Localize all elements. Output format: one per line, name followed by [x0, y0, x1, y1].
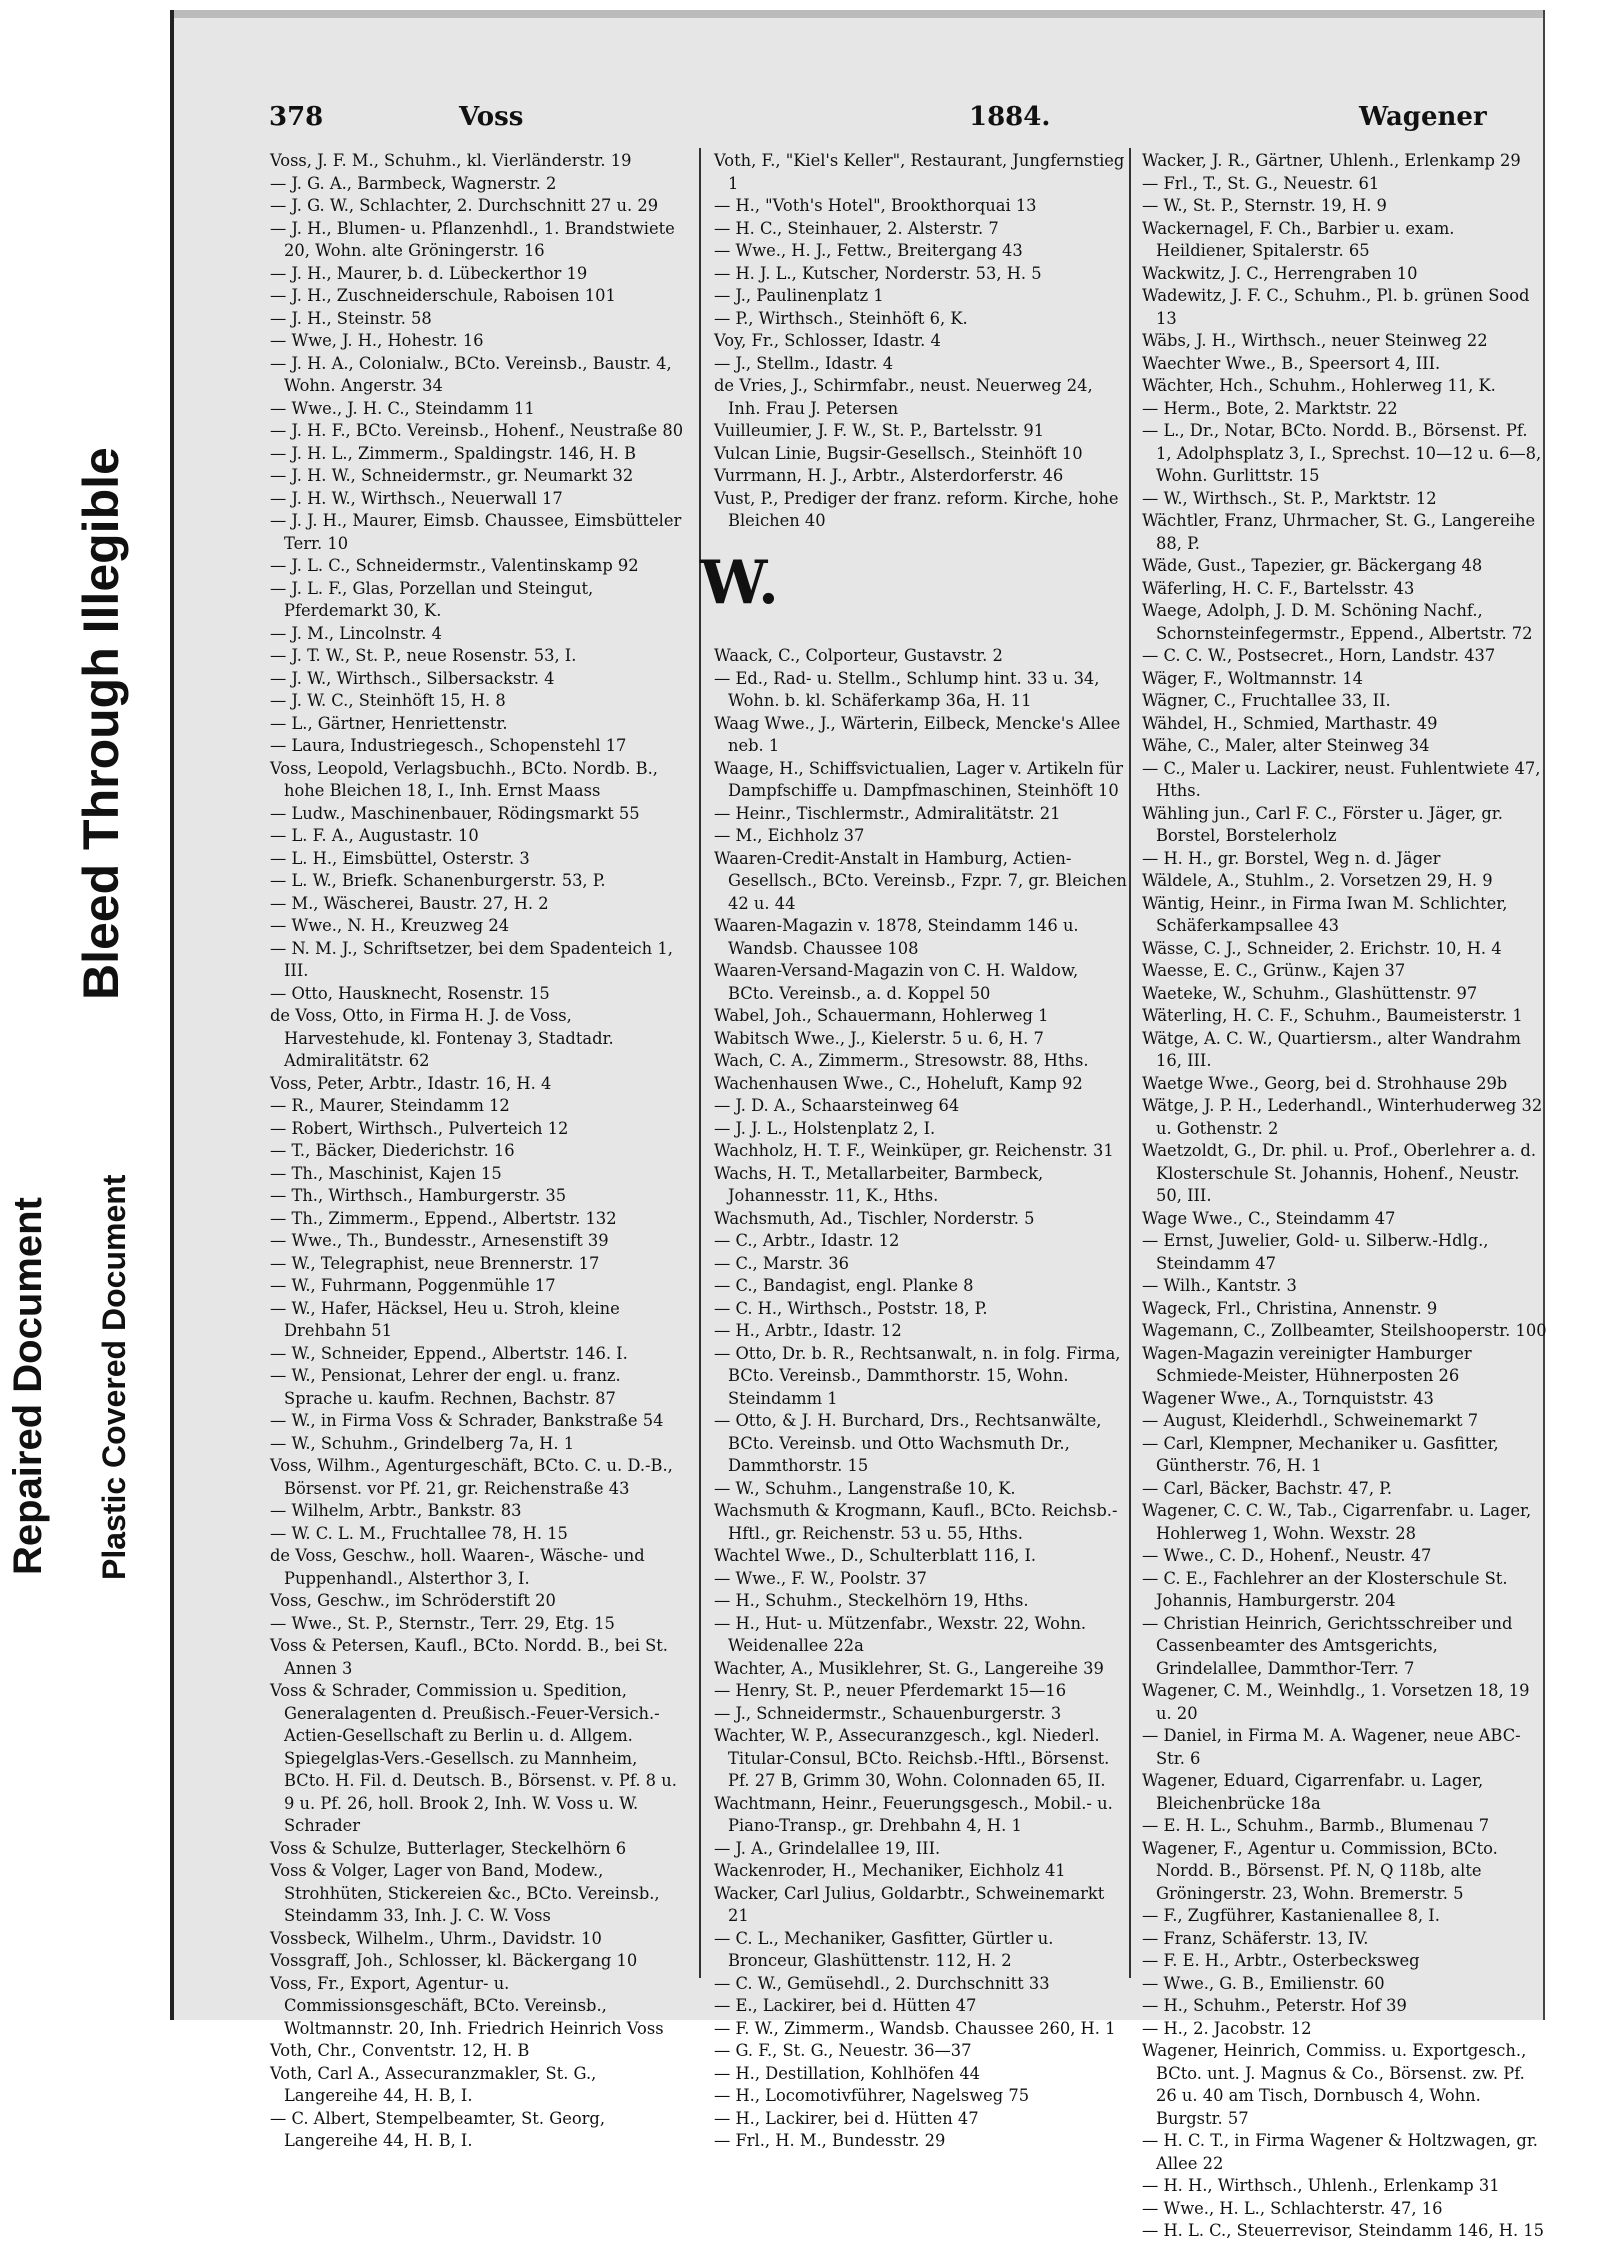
directory-entry: — W. C. L. M., Fruchtallee 78, H. 15 — [270, 1523, 568, 1543]
directory-entry: — J. J. L., Holstenplatz 2, I. — [714, 1118, 936, 1138]
directory-entry: — J. H., Steinstr. 58 — [270, 308, 432, 328]
directory-entry: — Frl., H. M., Bundesstr. 29 — [714, 2131, 946, 2150]
directory-entry: — Christian Heinrich, Gerichtsschreiber und Cassenbeamter des Amtsgerichts, Grindelallee, Dammthor-Terr. 7 — [1142, 1613, 1513, 1678]
directory-entry: Wäferling, H. C. F., Bartelsstr. 43 — [1142, 578, 1415, 598]
directory-entry: Wackenroder, H., Mechaniker, Eichholz 41 — [714, 1861, 1066, 1880]
directory-entry: Wage Wwe., C., Steindamm 47 — [1142, 1208, 1396, 1228]
directory-entry: Wähe, C., Maler, alter Steinweg 34 — [1142, 736, 1430, 755]
directory-entry: Wackernagel, F. Ch., Barbier u. exam. Heildiener, Spitalerstr. 65 — [1142, 218, 1455, 260]
directory-entry: Voss, J. F. M., Schuhm., kl. Vierländerstr. 19 — [270, 151, 632, 170]
directory-entry: — J. G. W., Schlachter, 2. Durchschnitt 27 u. 29 — [270, 196, 659, 215]
directory-entry: Wachsmuth, Ad., Tischler, Norderstr. 5 — [714, 1208, 1035, 1228]
directory-entry: — F., Zugführer, Kastanienallee 8, I. — [1142, 1906, 1440, 1925]
directory-entry: Wachtmann, Heinr., Feuerungsgesch., Mobil.- u. Piano-Transp., gr. Drehbahn 4, H. 1 — [714, 1793, 1113, 1835]
directory-entry: — C., Maler u. Lackirer, neust. Fuhlentwiete 47, Hths. — [1142, 758, 1541, 800]
directory-entry: — Wwe., C. D., Hohenf., Neustr. 47 — [1142, 1546, 1432, 1565]
directory-entry: — W., St. P., Sternstr. 19, H. 9 — [1142, 196, 1387, 215]
directory-entry: — Herm., Bote, 2. Marktstr. 22 — [1142, 398, 1398, 418]
page-top-edge — [174, 10, 1543, 18]
directory-entry: — H. J. L., Kutscher, Norderstr. 53, H. 5 — [714, 263, 1042, 283]
directory-entry: Wäldele, A., Stuhlm., 2. Vorsetzen 29, H. 9 — [1142, 871, 1493, 890]
directory-entry: Wagener, C. C. W., Tab., Cigarrenfabr. u. Lager, Hohlerweg 1, Wohn. Wexstr. 28 — [1142, 1501, 1532, 1543]
directory-entry: — Wwe., N. H., Kreuzweg 24 — [270, 916, 510, 935]
directory-entry: — L. W., Briefk. Schanenburgerstr. 53, P. — [270, 871, 606, 890]
directory-entry: — F. E. H., Arbtr., Osterbecksweg — [1142, 1951, 1420, 1970]
directory-entry: — Otto, Hausknecht, Rosenstr. 15 — [270, 983, 550, 1003]
directory-entry: — C. C. W., Postsecret., Horn, Landstr. 437 — [1142, 646, 1496, 665]
directory-entry: Voss & Schrader, Commission u. Spedition, Generalagenten d. Preußisch.-Feuer-Versich.-Actien-Gesellschaft zu Berlin u. d. Allgem. Spiegelglas-Vers.-Gesellsch. zu Mannheim, BCto. H. Fil. d. Deutsch. B., Börsenst. v. Pf. 8 u. 9 u. Pf. 26, holl. Brook 2, Inh. W. Voss u. W. Schrader — [270, 1681, 677, 1835]
directory-entry: — H., "Voth's Hotel", Brookthorquai 13 — [714, 196, 1037, 215]
directory-entry: — E. H. L., Schuhm., Barmb., Blumenau 7 — [1142, 1816, 1490, 1835]
directory-entry: — W., Schneider, Eppend., Albertstr. 146. I. — [270, 1343, 628, 1363]
directory-entry: — J. D. A., Schaarsteinweg 64 — [714, 1096, 960, 1115]
directory-entry: Wachsmuth & Krogmann, Kaufl., BCto. Reichsb.-Hftl., gr. Reichenstr. 53 u. 55, Hths. — [714, 1501, 1118, 1543]
directory-entry: Vuilleumier, J. F. W., St. P., Bartelsstr. 91 — [714, 421, 1045, 440]
directory-entry: — H., 2. Jacobstr. 12 — [1142, 2018, 1312, 2038]
directory-entry: Wätge, J. P. H., Lederhandl., Winterhuderweg 32 u. Gothenstr. 2 — [1142, 1096, 1543, 1138]
directory-entry: Wagener Wwe., A., Tornquiststr. 43 — [1142, 1388, 1434, 1408]
directory-entry: Wäntig, Heinr., in Firma Iwan M. Schlichter, Schäferkampsallee 43 — [1142, 893, 1508, 935]
directory-entry: Wächtler, Franz, Uhrmacher, St. G., Langereihe 88, P. — [1142, 511, 1536, 553]
directory-entry: Waag Wwe., J., Wärterin, Eilbeck, Mencke's Allee neb. 1 — [714, 713, 1121, 755]
directory-entry: — W., Fuhrmann, Poggenmühle 17 — [270, 1276, 556, 1295]
directory-entry: — H., Schuhm., Steckelhörn 19, Hths. — [714, 1591, 1029, 1610]
directory-entry: — Wwe., St. P., Sternstr., Terr. 29, Etg. 15 — [270, 1613, 615, 1633]
directory-entry: — J. H. W., Wirthsch., Neuerwall 17 — [270, 488, 563, 508]
directory-entry: — M., Wäscherei, Baustr. 27, H. 2 — [270, 893, 549, 913]
directory-entry: Waage, H., Schiffsvictualien, Lager v. Artikeln für Dampfschiffe u. Dampfmaschinen, Steinhöft 10 — [714, 758, 1124, 800]
directory-entry: de Voss, Otto, in Firma H. J. de Voss, Harvestehude, kl. Fontenay 3, Stadtadr. Admiralitätstr. 62 — [270, 1006, 614, 1070]
directory-entry: — L., Gärtner, Henriettenstr. — [270, 713, 508, 733]
header-year: 1884. — [969, 102, 1051, 132]
directory-entry: — Wwe., Th., Bundesstr., Arnesenstift 39 — [270, 1231, 609, 1250]
directory-entry: — J. H., Maurer, b. d. Lübeckerthor 19 — [270, 263, 588, 283]
directory-entry: Voth, F., "Kiel's Keller", Restaurant, Jungfernstieg 1 — [714, 151, 1125, 193]
directory-entry: Wagener, Eduard, Cigarrenfabr. u. Lager, Bleichenbrücke 18a — [1142, 1771, 1484, 1813]
directory-entry: Wabel, Joh., Schauermann, Hohlerweg 1 — [714, 1006, 1049, 1025]
directory-entry: Waaren-Credit-Anstalt in Hamburg, Actien-Gesellsch., BCto. Vereinsb., Fzpr. 7, gr. Bleichen 42 u. 44 — [714, 848, 1127, 913]
directory-entry: Wächter, Hch., Schuhm., Hohlerweg 11, K. — [1142, 376, 1496, 395]
directory-entry: Wageck, Frl., Christina, Annenstr. 9 — [1142, 1298, 1438, 1318]
directory-entry: Vust, P., Prediger der franz. reform. Kirche, hohe Bleichen 40 — [714, 488, 1119, 530]
directory-entry: Wabitsch Wwe., J., Kielerstr. 5 u. 6, H. 7 — [714, 1028, 1044, 1048]
directory-entry: Vossgraff, Joh., Schlosser, kl. Bäckergang 10 — [270, 1951, 638, 1970]
directory-entry: Voss, Leopold, Verlagsbuchh., BCto. Nordb. B., hohe Bleichen 18, I., Inh. Ernst Maass — [270, 758, 658, 800]
directory-entry: — N. M. J., Schriftsetzer, bei dem Spadenteich 1, III. — [270, 938, 673, 980]
directory-entry: de Voss, Geschw., holl. Waaren-, Wäsche- und Puppenhandl., Alsterthor 3, I. — [270, 1546, 645, 1588]
section-letter: W. — [700, 548, 779, 618]
header-right-keyword: Wagener — [1359, 102, 1487, 132]
directory-entry: — Henry, St. P., neuer Pferdemarkt 15—16 — [714, 1681, 1067, 1700]
directory-entry: Waege, Adolph, J. D. M. Schöning Nachf., Schornsteinfegermstr., Eppend., Albertstr. 72 — [1142, 601, 1533, 643]
directory-entry: — Wwe., G. B., Emilienstr. 60 — [1142, 1973, 1385, 1993]
directory-entry: — Wwe., F. W., Poolstr. 37 — [714, 1568, 927, 1588]
directory-entry: — Th., Maschinist, Kajen 15 — [270, 1163, 502, 1183]
directory-entry: — C. Albert, Stempelbeamter, St. Georg, Langereihe 44, H. B, I. — [270, 2108, 606, 2150]
directory-entry: Waack, C., Colporteur, Gustavstr. 2 — [714, 646, 1003, 665]
directory-entry: Wäterling, H. C. F., Schuhm., Baumeisterstr. 1 — [1142, 1006, 1523, 1025]
repaired-document-label: Repaired Document — [6, 1197, 50, 1575]
directory-entry: — Ludw., Maschinenbauer, Rödingsmarkt 55 — [270, 803, 640, 823]
directory-entry: Wähdel, H., Schmied, Marthastr. 49 — [1142, 713, 1438, 733]
directory-entry: — J. W., Wirthsch., Silbersackstr. 4 — [270, 668, 555, 688]
directory-entry: — T., Bäcker, Diederichstr. 16 — [270, 1141, 515, 1160]
directory-entry: — H., Locomotivführer, Nagelsweg 75 — [714, 2086, 1030, 2105]
directory-entry: — J. H., Zuschneiderschule, Raboisen 101 — [270, 286, 616, 305]
directory-entry: — Ed., Rad- u. Stellm., Schlump hint. 33 u. 34, Wohn. b. kl. Schäferkamp 36a, H. 11 — [714, 668, 1100, 710]
column-divider — [699, 148, 701, 1978]
directory-entry: — L. H., Eimsbüttel, Osterstr. 3 — [270, 848, 530, 868]
directory-entry: — Ernst, Juwelier, Gold- u. Silberw.-Hdlg., Steindamm 47 — [1142, 1231, 1489, 1273]
directory-entry: — Daniel, in Firma M. A. Wagener, neue ABC-Str. 6 — [1142, 1726, 1521, 1768]
directory-entry: — C. E., Fachlehrer an der Klosterschule St. Johannis, Hamburgerstr. 204 — [1142, 1568, 1508, 1610]
directory-entry: — J. A., Grindelallee 19, III. — [714, 1838, 941, 1858]
directory-entry: — Wwe, J. H., Hohestr. 16 — [270, 331, 484, 350]
directory-entry: — W., Pensionat, Lehrer der engl. u. franz. Sprache u. kaufm. Rechnen, Bachstr. 87 — [270, 1366, 621, 1408]
directory-entry: Wachtel Wwe., D., Schulterblatt 116, I. — [714, 1546, 1037, 1565]
directory-entry: — W., in Firma Voss & Schrader, Bankstraße 54 — [270, 1411, 664, 1430]
directory-entry: Waechter Wwe., B., Speersort 4, III. — [1142, 353, 1441, 373]
directory-entry: — Carl, Bäcker, Bachstr. 47, P. — [1142, 1478, 1393, 1498]
directory-entry: Wacker, J. R., Gärtner, Uhlenh., Erlenkamp 29 — [1142, 151, 1521, 170]
directory-entry: Wagemann, C., Zollbeamter, Steilshooperstr. 100 — [1142, 1321, 1547, 1340]
directory-entry: — H. L. C., Steuerrevisor, Steindamm 146, H. 15 — [1142, 2221, 1545, 2240]
directory-entry: — H., Arbtr., Idastr. 12 — [714, 1321, 902, 1340]
directory-entry: — Otto, Dr. b. R., Rechtsanwalt, n. in folg. Firma, BCto. Vereinsb., Dammthorstr. 15, Wohn. Steindamm 1 — [714, 1343, 1121, 1408]
directory-entry: — W., Schuhm., Langenstraße 10, K. — [714, 1478, 1016, 1498]
directory-entry: Waaren-Versand-Magazin von C. H. Waldow, BCto. Vereinsb., a. d. Koppel 50 — [714, 961, 1079, 1003]
directory-entry: de Vries, J., Schirmfabr., neust. Neuerweg 24, Inh. Frau J. Petersen — [714, 376, 1093, 418]
page-header — [269, 102, 1487, 142]
directory-entry: Wagener, Heinrich, Commiss. u. Exportgesch., BCto. unt. J. Magnus & Co., Börsenst. zw. Pf. 26 u. 40 am Tisch, Dornbusch 4, Wohn. Burgstr. 57 — [1142, 2041, 1527, 2128]
directory-entry: — C., Marstr. 36 — [714, 1253, 849, 1273]
directory-column-3 — [1142, 150, 1547, 2240]
directory-entry: Vulcan Linie, Bugsir-Gesellsch., Steinhöft 10 — [714, 443, 1083, 463]
header-left-keyword: Voss — [459, 102, 524, 132]
directory-entry: Voss, Peter, Arbtr., Idastr. 16, H. 4 — [270, 1073, 552, 1093]
directory-entry: — P., Wirthsch., Steinhöft 6, K. — [714, 308, 968, 328]
directory-entry: — C., Arbtr., Idastr. 12 — [714, 1231, 900, 1250]
directory-entry: — Frl., T., St. G., Neuestr. 61 — [1142, 173, 1380, 193]
directory-entry: Wacker, Carl Julius, Goldarbtr., Schweinemarkt 21 — [714, 1883, 1105, 1925]
directory-entry: — L., Dr., Notar, BCto. Nordd. B., Börsenst. Pf. 1, Adolphsplatz 3, I., Sprechst. 10—12 u. 6—8, Wohn. Gurlittstr. 15 — [1142, 421, 1542, 485]
directory-entry: — Th., Wirthsch., Hamburgerstr. 35 — [270, 1186, 567, 1205]
directory-entry: Wagener, F., Agentur u. Commission, BCto. Nordd. B., Börsenst. Pf. N, Q 118b, alte Gröningerstr. 23, Wohn. Bremerstr. 5 — [1142, 1838, 1498, 1903]
directory-entry: — H., Hut- u. Mützenfabr., Wexstr. 22, Wohn. Weidenallee 22a — [714, 1613, 1087, 1655]
directory-entry: Voth, Chr., Conventstr. 12, H. B — [270, 2041, 530, 2060]
directory-entry: — W., Hafer, Häcksel, Heu u. Stroh, kleine Drehbahn 51 — [270, 1298, 620, 1340]
directory-entry: Waetge Wwe., Georg, bei d. Strohhause 29b — [1142, 1073, 1508, 1093]
directory-entry: Wagen-Magazin vereinigter Hamburger Schmiede-Meister, Hühnerposten 26 — [1142, 1343, 1472, 1385]
directory-column-2 — [714, 150, 1129, 2150]
directory-entry: Wadewitz, J. F. C., Schuhm., Pl. b. grünen Sood 13 — [1142, 286, 1530, 328]
directory-entry: — Franz, Schäferstr. 13, IV. — [1142, 1928, 1369, 1948]
directory-entry: — C. W., Gemüsehdl., 2. Durchschnitt 33 — [714, 1973, 1050, 1993]
directory-entry: Voss & Volger, Lager von Band, Modew., Strohhüten, Stickereien &c., BCto. Vereinsb., Steindamm 33, Inh. J. C. W. Voss — [270, 1861, 660, 1925]
directory-entry: Wätge, A. C. W., Quartiersm., alter Wandrahm 16, III. — [1142, 1028, 1521, 1070]
directory-entry: Wach, C. A., Zimmerm., Stresowstr. 88, Hths. — [714, 1051, 1089, 1070]
column-divider — [1129, 148, 1131, 1978]
directory-entry: — Wwe., H. L., Schlachterstr. 47, 16 — [1142, 2198, 1443, 2218]
directory-entry: Voss, Geschw., im Schröderstift 20 — [270, 1591, 556, 1610]
directory-entry: — F. W., Zimmerm., Wandsb. Chaussee 260, H. 1 — [714, 2018, 1116, 2038]
directory-entry: — H., Destillation, Kohlhöfen 44 — [714, 2063, 981, 2083]
directory-page — [170, 10, 1547, 2240]
directory-entry: — W., Schuhm., Grindelberg 7a, H. 1 — [270, 1433, 575, 1453]
directory-entry: — C. H., Wirthsch., Poststr. 18, P. — [714, 1298, 988, 1318]
directory-entry: — Wwe., J. H. C., Steindamm 11 — [270, 398, 535, 418]
directory-entry: Wäbs, J. H., Wirthsch., neuer Steinweg 22 — [1142, 331, 1488, 350]
directory-entry: Wachter, A., Musiklehrer, St. G., Langereihe 39 — [714, 1658, 1104, 1678]
directory-entry: Waesse, E. C., Grünw., Kajen 37 — [1142, 961, 1406, 980]
directory-entry: — J. H. A., Colonialw., BCto. Vereinsb., Baustr. 4, Wohn. Angerstr. 34 — [270, 353, 672, 395]
directory-entry: — L. F. A., Augustastr. 10 — [270, 826, 479, 845]
directory-entry: — H. H., gr. Borstel, Weg n. d. Jäger — [1142, 848, 1441, 868]
directory-entry: Wachholz, H. T. F., Weinküper, gr. Reichenstr. 31 — [714, 1141, 1114, 1160]
directory-entry: — Wilhelm, Arbtr., Bankstr. 83 — [270, 1501, 522, 1520]
directory-entry: Wachter, W. P., Assecuranzgesch., kgl. Niederl. Titular-Consul, BCto. Reichsb.-Hftl., Börsenst. Pf. 27 B, Grimm 30, Wohn. Colonnaden 65, II. — [714, 1726, 1110, 1790]
directory-entry: — J. H. W., Schneidermstr., gr. Neumarkt 32 — [270, 466, 634, 485]
directory-entry: Wäger, F., Woltmannstr. 14 — [1142, 668, 1363, 688]
directory-entry: — J. G. A., Barmbeck, Wagnerstr. 2 — [270, 173, 557, 193]
directory-entry: Vossbeck, Wilhelm., Uhrm., Davidstr. 10 — [270, 1928, 602, 1948]
bleed-through-label: Bleed Through Illegible — [73, 447, 129, 1000]
directory-entry: — E., Lackirer, bei d. Hütten 47 — [714, 1996, 977, 2015]
directory-entry: — J. H. F., BCto. Vereinsb., Hohenf., Neustraße 80 — [270, 421, 684, 440]
directory-entry: — W., Telegraphist, neue Brennerstr. 17 — [270, 1253, 600, 1273]
directory-entry: — J. T. W., St. P., neue Rosenstr. 53, I. — [270, 646, 577, 665]
directory-entry: — M., Eichholz 37 — [714, 826, 865, 845]
directory-entry: — R., Maurer, Steindamm 12 — [270, 1096, 510, 1115]
page-number: 378 — [269, 102, 324, 132]
directory-entry: — Th., Zimmerm., Eppend., Albertstr. 132 — [270, 1208, 617, 1228]
directory-entry: — Wwe., H. J., Fettw., Breitergang 43 — [714, 241, 1023, 260]
directory-entry: — J. L. C., Schneidermstr., Valentinskamp 92 — [270, 556, 639, 575]
directory-entry: — J. W. C., Steinhöft 15, H. 8 — [270, 691, 506, 710]
directory-entry — [714, 623, 1129, 646]
directory-entry: Waaren-Magazin v. 1878, Steindamm 146 u. Wandsb. Chaussee 108 — [714, 916, 1079, 958]
directory-entry: — G. F., St. G., Neuestr. 36—37 — [714, 2041, 972, 2060]
directory-entry: — J. J. H., Maurer, Eimsb. Chaussee, Eimsbütteler Terr. 10 — [270, 511, 682, 553]
directory-entry: — J., Paulinenplatz 1 — [714, 286, 884, 305]
directory-entry: — August, Kleiderhdl., Schweinemarkt 7 — [1142, 1411, 1479, 1430]
directory-entry: — C. L., Mechaniker, Gasfitter, Gürtler u. Bronceur, Glashüttenstr. 112, H. 2 — [714, 1928, 1054, 1970]
directory-entry: Voth, Carl A., Assecuranzmakler, St. G., Langereihe 44, H. B, I. — [270, 2063, 597, 2105]
directory-entry: — W., Wirthsch., St. P., Marktstr. 12 — [1142, 488, 1437, 508]
directory-entry: Wackwitz, J. C., Herrengraben 10 — [1142, 263, 1418, 283]
directory-entry: — Otto, & J. H. Burchard, Drs., Rechtsanwälte, BCto. Vereinsb. und Otto Wachsmuth Dr., Dammthorstr. 15 — [714, 1411, 1102, 1475]
directory-entry: Wässe, C. J., Schneider, 2. Erichstr. 10, H. 4 — [1142, 938, 1502, 958]
directory-entry: — J., Stellm., Idastr. 4 — [714, 353, 894, 373]
directory-entry: Wachs, H. T., Metallarbeiter, Barmbeck, Johannesstr. 11, K., Hths. — [714, 1163, 1044, 1205]
directory-entry: — Carl, Klempner, Mechaniker u. Gasfitter, Güntherstr. 76, H. 1 — [1142, 1433, 1499, 1475]
side-labels — [0, 0, 160, 2177]
directory-entry: — H. C. T., in Firma Wagener & Holtzwagen, gr. Allee 22 — [1142, 2131, 1538, 2173]
directory-entry: — H. C., Steinhauer, 2. Alsterstr. 7 — [714, 218, 999, 238]
directory-entry: Voss, Fr., Export, Agentur- u. Commissionsgeschäft, BCto. Vereinsb., Woltmannstr. 20, Inh. Friedrich Heinrich Voss — [270, 1973, 664, 2038]
directory-entry: — J. H. L., Zimmerm., Spaldingstr. 146, H. B — [270, 443, 636, 463]
directory-entry: — H. H., Wirthsch., Uhlenh., Erlenkamp 31 — [1142, 2176, 1500, 2195]
directory-entry: Waeteke, W., Schuhm., Glashüttenstr. 97 — [1142, 983, 1478, 1003]
directory-entry: Voy, Fr., Schlosser, Idastr. 4 — [714, 331, 941, 350]
directory-entry: — Laura, Industriegesch., Schopenstehl 17 — [270, 736, 627, 755]
directory-entry: — C., Bandagist, engl. Planke 8 — [714, 1276, 974, 1295]
directory-entry: Voss & Petersen, Kaufl., BCto. Nordd. B., bei St. Annen 3 — [270, 1636, 668, 1678]
directory-entry: Wäde, Gust., Tapezier, gr. Bäckergang 48 — [1142, 556, 1483, 575]
directory-entry: — Robert, Wirthsch., Pulverteich 12 — [270, 1118, 569, 1138]
directory-entry: — H., Schuhm., Peterstr. Hof 39 — [1142, 1996, 1407, 2015]
directory-entry: Wagener, C. M., Weinhdlg., 1. Vorsetzen 18, 19 u. 20 — [1142, 1681, 1530, 1723]
directory-entry: Vurrmann, H. J., Arbtr., Alsterdorferstr. 46 — [714, 466, 1064, 485]
directory-entry: Voss & Schulze, Butterlager, Steckelhörn 6 — [270, 1838, 627, 1858]
directory-entry: Voss, Wilhm., Agenturgeschäft, BCto. C. u. D.-B., Börsenst. vor Pf. 21, gr. Reichenstraße 43 — [270, 1456, 673, 1498]
directory-entry: — Wilh., Kantstr. 3 — [1142, 1276, 1297, 1295]
directory-column-1 — [270, 150, 685, 2150]
plastic-covered-label: Plastic Covered Document — [96, 1174, 132, 1580]
directory-entry: Wachenhausen Wwe., C., Hoheluft, Kamp 92 — [714, 1073, 1083, 1093]
directory-entry: — Heinr., Tischlermstr., Admiralitätstr. 21 — [714, 803, 1061, 823]
directory-entry: Wähling jun., Carl F. C., Förster u. Jäger, gr. Borstel, Borstelerholz — [1142, 803, 1503, 845]
directory-entry: — J. M., Lincolnstr. 4 — [270, 623, 442, 643]
directory-entry: — J. L. F., Glas, Porzellan und Steingut, Pferdemarkt 30, K. — [270, 578, 594, 620]
directory-entry: — H., Lackirer, bei d. Hütten 47 — [714, 2108, 979, 2128]
directory-entry: Waetzoldt, G., Dr. phil. u. Prof., Oberlehrer a. d. Klosterschule St. Johannis, Hohenf., Neustr. 50, III. — [1142, 1141, 1537, 1205]
directory-entry: — J. H., Blumen- u. Pflanzenhdl., 1. Brandstwiete 20, Wohn. alte Gröningerstr. 16 — [270, 218, 675, 260]
directory-entry: Wägner, C., Fruchtallee 33, II. — [1142, 691, 1391, 710]
directory-entry: — J., Schneidermstr., Schauenburgerstr. 3 — [714, 1703, 1062, 1723]
